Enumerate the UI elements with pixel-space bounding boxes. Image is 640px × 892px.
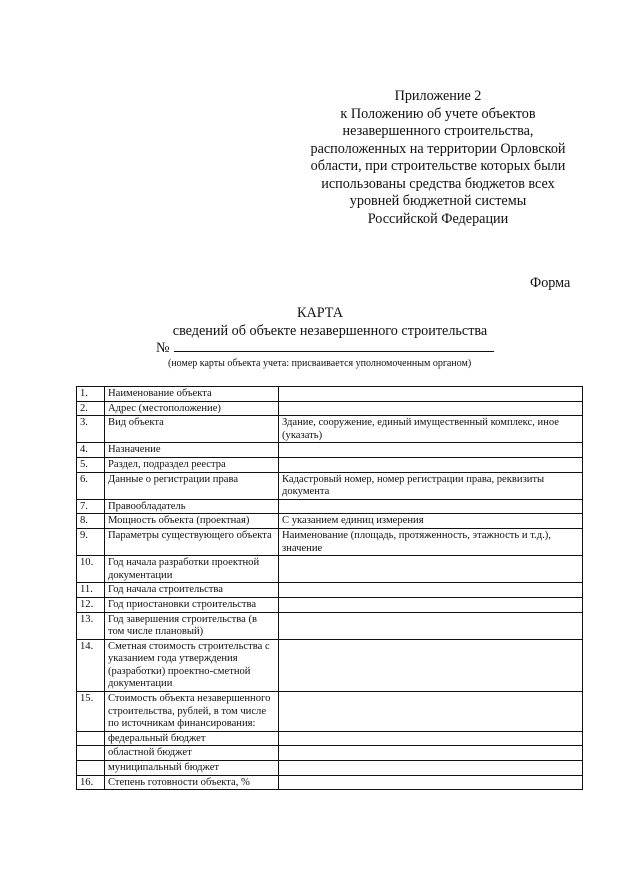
row-number-cell: 14.: [77, 639, 105, 691]
row-value-cell[interactable]: [279, 499, 583, 514]
card-number-field[interactable]: [174, 338, 494, 352]
table-row: [77, 443, 583, 458]
row-name-cell: Год приостановки строительства: [105, 597, 279, 612]
number-sign: №: [156, 340, 170, 356]
row-value-cell[interactable]: С указанием единиц измерения: [279, 514, 583, 529]
row-name-cell: Вид объекта: [105, 416, 279, 443]
row-number-cell: 6.: [77, 472, 105, 499]
appendix-line: использованы средства бюджетов всех: [321, 175, 555, 192]
table-row: [77, 612, 583, 639]
row-value-cell[interactable]: [279, 457, 583, 472]
row-number-cell: 9.: [77, 528, 105, 555]
table-row: [77, 387, 583, 402]
card-table: [76, 386, 583, 790]
row-value-cell[interactable]: Здание, сооружение, единый имущественный комплекс, иное (указать): [279, 416, 583, 443]
row-number-cell: [77, 746, 105, 761]
row-value-cell[interactable]: [279, 761, 583, 776]
row-name-cell: Адрес (местоположение): [105, 401, 279, 416]
row-name-cell: Данные о регистрации права: [105, 472, 279, 499]
appendix-line: незавершенного строительства,: [342, 123, 534, 139]
appendix-line: области, при строительстве которых были: [310, 158, 566, 174]
row-number-cell: 4.: [77, 443, 105, 458]
row-value-cell[interactable]: [279, 401, 583, 416]
row-number-cell: 2.: [77, 401, 105, 416]
card-number-hint: (номер карты объекта учета: присваивается уполномоченным органом): [168, 358, 472, 369]
document-title: КАРТА: [297, 305, 343, 321]
row-name-cell: Год начала разработки проектной документации: [105, 556, 279, 583]
form-label: Форма: [530, 275, 571, 291]
row-name-cell: Наименование объекта: [105, 387, 279, 402]
row-name-cell: Раздел, подраздел реестра: [105, 457, 279, 472]
row-number-cell: 7.: [77, 499, 105, 514]
appendix-line: уровней бюджетной системы: [349, 193, 527, 209]
table-row: [77, 731, 583, 746]
row-number-cell: 10.: [77, 556, 105, 583]
appendix-line: Приложение 2: [394, 88, 482, 104]
row-name-cell: Год завершения строительства (в том числе плановый): [105, 612, 279, 639]
row-number-cell: 1.: [77, 387, 105, 402]
table-row: [77, 499, 583, 514]
row-name-cell: федеральный бюджет: [105, 731, 279, 746]
row-value-cell[interactable]: Наименование (площадь, протяженность, этажность и т.д.), значение: [279, 528, 583, 555]
row-name-cell: Мощность объекта (проектная): [105, 514, 279, 529]
appendix-line: к Положению об учете объектов: [340, 105, 536, 122]
row-number-cell: 12.: [77, 597, 105, 612]
table-row: [77, 514, 583, 529]
table-row: [77, 457, 583, 472]
row-number-cell: 15.: [77, 692, 105, 732]
table-row: [77, 401, 583, 416]
table-row: [77, 761, 583, 776]
row-value-cell[interactable]: [279, 612, 583, 639]
table-row: [77, 775, 583, 790]
row-number-cell: 3.: [77, 416, 105, 443]
row-number-cell: [77, 731, 105, 746]
row-value-cell[interactable]: [279, 746, 583, 761]
row-number-cell: 8.: [77, 514, 105, 529]
table-row: [77, 692, 583, 732]
row-name-cell: Сметная стоимость строительства с указанием года утверждения (разработки) проектно-сметной документации: [105, 639, 279, 691]
table-row: [77, 472, 583, 499]
table-row: [77, 528, 583, 555]
row-value-cell[interactable]: [279, 443, 583, 458]
row-name-cell: Стоимость объекта незавершенного строительства, рублей, в том числе по источникам финансирования:: [105, 692, 279, 732]
row-name-cell: муниципальный бюджет: [105, 761, 279, 776]
appendix-header: [288, 88, 588, 228]
row-name-cell: областной бюджет: [105, 746, 279, 761]
table-row: [77, 583, 583, 598]
row-value-cell[interactable]: [279, 556, 583, 583]
card-number-line: [156, 338, 494, 357]
table-row: [77, 746, 583, 761]
row-name-cell: Назначение: [105, 443, 279, 458]
row-name-cell: Степень готовности объекта, %: [105, 775, 279, 790]
row-value-cell[interactable]: [279, 692, 583, 732]
row-number-cell: 13.: [77, 612, 105, 639]
row-name-cell: Год начала строительства: [105, 583, 279, 598]
appendix-line: расположенных на территории Орловской: [310, 140, 566, 157]
row-value-cell[interactable]: Кадастровый номер, номер регистрации права, реквизиты документа: [279, 472, 583, 499]
row-value-cell[interactable]: [279, 597, 583, 612]
row-name-cell: Параметры существующего объекта: [105, 528, 279, 555]
row-value-cell[interactable]: [279, 775, 583, 790]
row-name-cell: Правообладатель: [105, 499, 279, 514]
row-value-cell[interactable]: [279, 639, 583, 691]
row-number-cell: [77, 761, 105, 776]
row-number-cell: 16.: [77, 775, 105, 790]
table-row: [77, 556, 583, 583]
row-number-cell: 11.: [77, 583, 105, 598]
table-row: [77, 416, 583, 443]
row-value-cell[interactable]: [279, 583, 583, 598]
document-subtitle: сведений об объекте незавершенного строительства: [172, 323, 488, 339]
table-row: [77, 639, 583, 691]
row-number-cell: 5.: [77, 457, 105, 472]
appendix-line: Российской Федерации: [367, 210, 509, 227]
row-value-cell[interactable]: [279, 387, 583, 402]
table-row: [77, 597, 583, 612]
row-value-cell[interactable]: [279, 731, 583, 746]
